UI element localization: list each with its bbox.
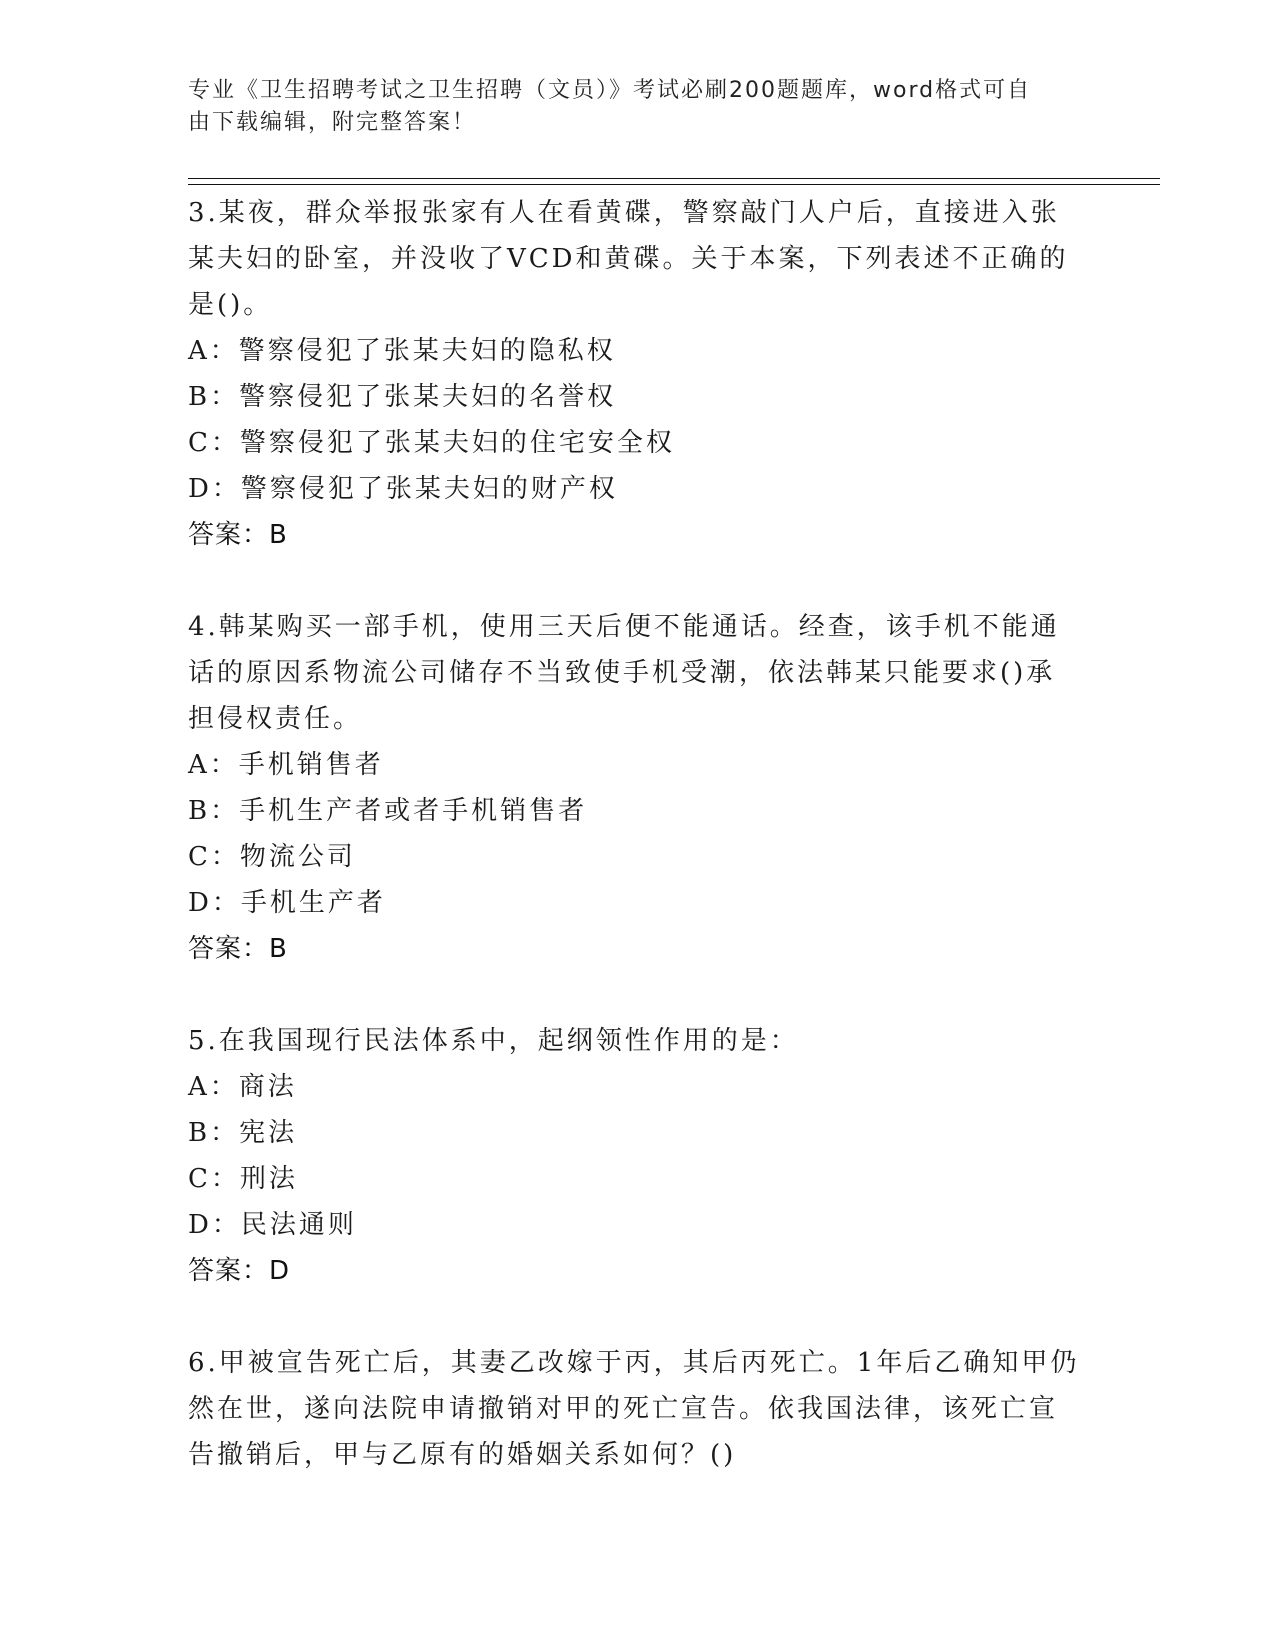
question-3-line-1: 3.某夜，群众举报张家有人在看黄碟，警察敲门人户后，直接进入张 [188,198,1060,228]
question-5-option-b: B：宪法 [188,1118,298,1148]
question-3-option-a: A：警察侵犯了张某夫妇的隐私权 [188,336,616,366]
header-line-2: 由下载编辑，附完整答案！ [188,110,477,135]
question-5-option-d: D：民法通则 [188,1210,357,1240]
question-4-answer: 答案：B [188,934,288,964]
question-4-option-d: D：手机生产者 [188,888,386,918]
question-4-line-2: 话的原因系物流公司储存不当致使手机受潮，依法韩某只能要求()承 [188,658,1056,688]
spacer [188,558,1088,604]
spacer [188,1294,1088,1340]
header-line-1: 专业《卫生招聘考试之卫生招聘（文员）》考试必刷200题题库，word格式可自 [188,78,1032,103]
header-divider-bottom [188,184,1160,185]
question-4-line-3: 担侵权责任。 [188,704,363,734]
document-header [188,75,1068,139]
question-5-option-c: C：刑法 [188,1164,298,1194]
question-5 [188,1018,1088,1294]
question-3-option-d: D：警察侵犯了张某夫妇的财产权 [188,474,618,504]
spacer [188,972,1088,1018]
question-3-option-b: B：警察侵犯了张某夫妇的名誉权 [188,382,617,412]
question-3-line-2: 某夫妇的卧室，并没收了VCD和黄碟。关于本案，下列表述不正确的 [188,244,1069,274]
question-6-line-2: 然在世，遂向法院申请撤销对甲的死亡宣告。依我国法律，该死亡宣 [188,1394,1059,1424]
question-4-option-c: C：物流公司 [188,842,356,872]
question-4-option-b: B：手机生产者或者手机销售者 [188,796,588,826]
question-3-option-c: C：警察侵犯了张某夫妇的住宅安全权 [188,428,675,458]
header-divider-top [188,178,1160,179]
question-3-line-3: 是()。 [188,290,273,320]
question-6-line-3: 告撤销后，甲与乙原有的婚姻关系如何？() [188,1440,737,1470]
question-4 [188,604,1088,972]
question-5-answer: 答案：D [188,1256,291,1286]
question-6 [188,1340,1088,1478]
question-3 [188,190,1088,558]
question-4-option-a: A：手机销售者 [188,750,384,780]
question-3-answer: 答案：B [188,520,288,550]
question-list [188,190,1088,1478]
question-6-line-1: 6.甲被宣告死亡后，其妻乙改嫁于丙，其后丙死亡。1年后乙确知甲仍 [188,1348,1080,1378]
question-4-line-1: 4.韩某购买一部手机，使用三天后便不能通话。经查，该手机不能通 [188,612,1060,642]
question-5-line-1: 5.在我国现行民法体系中，起纲领性作用的是： [188,1026,799,1056]
question-5-option-a: A：商法 [188,1072,297,1102]
